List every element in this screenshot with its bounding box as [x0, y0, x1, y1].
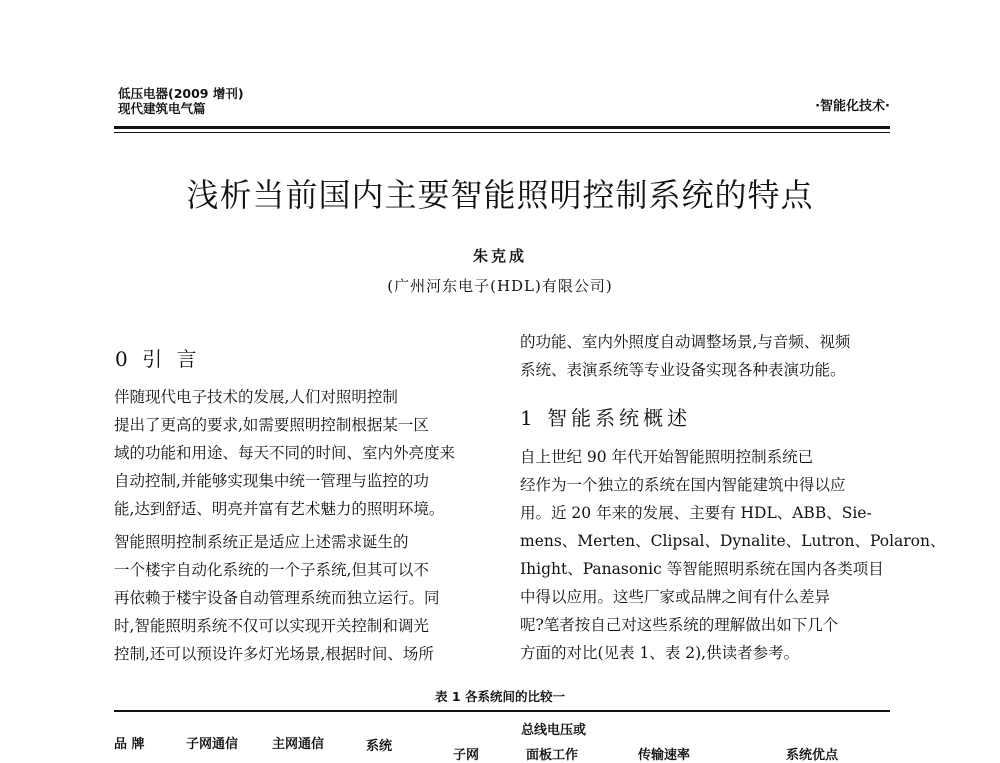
article-author: 朱克成	[472, 247, 527, 265]
text-line: 自动控制,并能够实现集中统一管理与监控的功	[114, 472, 429, 490]
table-header-subnet: 子网	[453, 748, 480, 763]
table-header-mainnet-comm: 主网通信	[272, 737, 325, 752]
text-line: 方面的对比(见表 1、表 2),供读者参考。	[520, 644, 800, 662]
table-header-system: 系统	[366, 739, 393, 754]
text-line: 系统、表演系统等专业设备实现各种表演功能。	[520, 361, 846, 379]
table-header-panel-work: 面板工作	[526, 748, 579, 763]
journal-subtitle: 现代建筑电气篇	[118, 101, 206, 116]
table-header-system-advantages: 系统优点	[786, 748, 839, 763]
table-header-transfer-rate: 传输速率	[638, 748, 691, 763]
table-caption: 表 1 各系统间的比较一	[435, 689, 565, 704]
table-header-bus-voltage: 总线电压或	[521, 723, 587, 738]
text-line: 提出了更高的要求,如需要照明控制根据某一区	[114, 416, 429, 434]
table-top-rule	[114, 710, 890, 712]
text-line: 呢?笔者按自己对这些系统的理解做出如下几个	[520, 616, 839, 634]
text-line: 自上世纪 90 年代开始智能照明控制系统已	[520, 448, 814, 466]
journal-info	[118, 86, 244, 116]
table-header-subnet-comm: 子网通信	[186, 737, 239, 752]
journal-name: 低压电器(2009 增刊)	[118, 86, 244, 101]
header-rule-thick	[114, 126, 890, 129]
intro-paragraph-continued	[520, 328, 892, 384]
text-line: 域的功能和用途、每天不同的时间、室内外亮度来	[114, 444, 456, 462]
text-line: 能,达到舒适、明亮并富有艺术魅力的照明环境。	[114, 500, 445, 518]
text-line: 用。近 20 年来的发展、主要有 HDL、ABB、Sie-	[520, 504, 872, 522]
text-line: 智能照明控制系统正是适应上述需求诞生的	[114, 533, 409, 551]
section-heading-overview: 1 智能系统概述	[520, 406, 692, 430]
text-line: 伴随现代电子技术的发展,人们对照明控制	[114, 388, 398, 406]
section-heading-introduction: 0 引 言	[115, 347, 201, 371]
table-header-brand: 品 牌	[114, 737, 145, 752]
text-line: Ihight、Panasonic 等智能照明系统在国内各类项目	[520, 560, 884, 578]
text-line: 一个楼宇自动化系统的一个子系统,但其可以不	[114, 561, 429, 579]
text-line: 经作为一个独立的系统在国内智能建筑中得以应	[520, 476, 846, 494]
text-line: 控制,还可以预设许多灯光场景,根据时间、场所	[114, 645, 434, 663]
text-line: mens、Merten、Clipsal、Dynalite、Lutron、Polaron、	[520, 532, 946, 550]
text-line: 中得以应用。这些厂家或品牌之间有什么差异	[520, 588, 831, 606]
text-line: 的功能、室内外照度自动调整场景,与音频、视频	[520, 333, 851, 351]
author-affiliation: (广州河东电子(HDL)有限公司)	[387, 277, 613, 295]
text-line: 时,智能照明系统不仅可以实现开关控制和调光	[114, 617, 429, 635]
overview-paragraph	[520, 443, 946, 667]
intro-paragraph-1	[114, 383, 486, 523]
section-tag: ·智能化技术·	[815, 99, 890, 114]
header-rule-thin	[114, 132, 890, 133]
article-title: 浅析当前国内主要智能照明控制系统的特点	[186, 176, 814, 214]
text-line: 再依赖于楼宇设备自动管理系统而独立运行。同	[114, 589, 440, 607]
intro-paragraph-2	[114, 528, 486, 668]
